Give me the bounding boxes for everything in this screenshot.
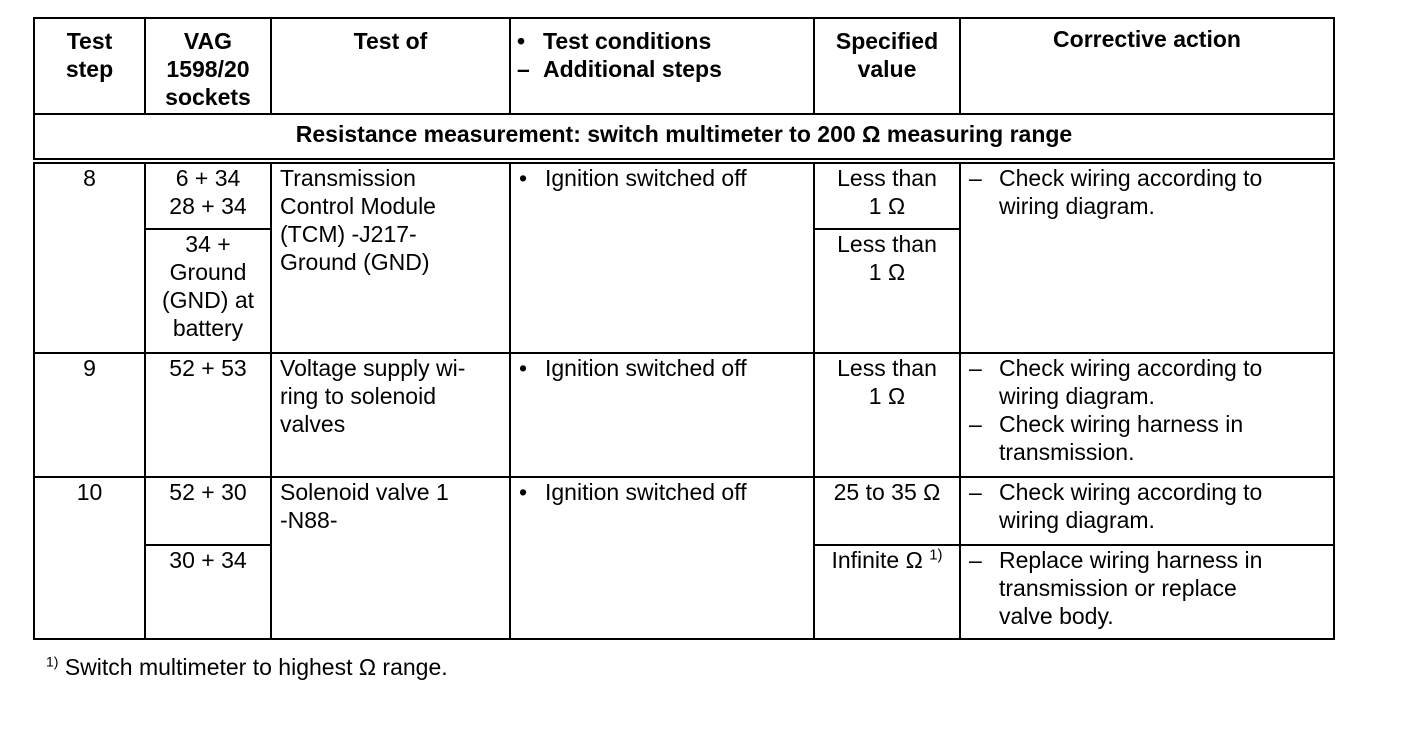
header-conditions <box>510 18 814 114</box>
header-conditions-text2: Additional steps <box>543 56 722 82</box>
test-of-line: (TCM) -J217- <box>280 221 417 247</box>
step-number: 8 <box>34 161 145 353</box>
action-item <box>969 354 1325 410</box>
test-of-line: Control Module <box>280 193 436 219</box>
sockets-line: 28 + 34 <box>169 193 247 219</box>
bullet-marker: • <box>519 355 528 381</box>
dash-marker: – <box>969 547 982 573</box>
value-text: Infinite Ω <box>831 547 923 573</box>
sockets-cell <box>145 229 271 353</box>
condition-cell <box>510 477 814 639</box>
bullet-marker: • <box>519 165 528 191</box>
specified-value-cell <box>814 353 960 477</box>
action-item <box>969 478 1325 534</box>
header-specified-value <box>814 18 960 114</box>
table-row-step-10 <box>34 477 1334 545</box>
test-of-line: ring to solenoid <box>280 383 436 409</box>
test-of-line: Transmission <box>280 165 416 191</box>
header-sockets-line2: 1598/20 <box>166 56 250 82</box>
header-corrective-action <box>960 18 1334 114</box>
action-item <box>969 546 1325 630</box>
header-specified-line2: value <box>857 56 917 82</box>
dash-marker: – <box>969 411 982 437</box>
specified-value-cell <box>814 545 960 639</box>
dash-marker: – <box>969 479 982 505</box>
condition-text: Ignition switched off <box>545 165 747 191</box>
footnote-marker: 1) <box>46 653 59 670</box>
value-line: Less than <box>837 231 937 257</box>
sockets-line: 6 + 34 <box>175 165 241 191</box>
header-conditions-line2 <box>517 55 805 83</box>
action-line: Check wiring harness in <box>999 411 1244 437</box>
test-of-line: -N88- <box>280 507 338 533</box>
header-corrective-label: Corrective action <box>1053 26 1241 52</box>
action-text <box>999 478 1262 534</box>
bullet-marker: • <box>519 479 528 505</box>
header-conditions-text1: Test conditions <box>543 28 712 54</box>
condition-text: Ignition switched off <box>545 355 747 381</box>
header-row <box>34 18 1334 114</box>
test-of-cell <box>271 353 510 477</box>
sockets-line: 34 + <box>185 231 231 257</box>
header-test-of-label: Test of <box>353 28 428 54</box>
section-title: Resistance measurement: switch multimeter to 200 Ω measuring range <box>34 114 1334 161</box>
table-row-step-8 <box>34 161 1334 229</box>
header-sockets-line1: VAG <box>183 28 233 54</box>
action-line: Check wiring according to <box>999 165 1263 191</box>
corrective-action-cell <box>960 353 1334 477</box>
corrective-action-cell <box>960 477 1334 545</box>
action-line: Check wiring according to <box>999 355 1263 381</box>
condition-item <box>519 164 805 192</box>
section-row <box>34 114 1334 161</box>
test-of-line: valves <box>280 411 346 437</box>
value-line: 1 Ω <box>868 259 906 285</box>
table-row-step-9 <box>34 353 1334 477</box>
specified-value-cell <box>814 161 960 229</box>
sockets-cell: 52 + 53 <box>145 353 271 477</box>
test-of-line: Voltage supply wi- <box>280 355 466 381</box>
sockets-cell: 52 + 30 <box>145 477 271 545</box>
corrective-action-cell <box>960 545 1334 639</box>
step-number: 9 <box>34 353 145 477</box>
header-test-of <box>271 18 510 114</box>
condition-cell <box>510 161 814 353</box>
action-item <box>969 164 1325 220</box>
sockets-line: battery <box>172 315 244 341</box>
action-line: wiring diagram. <box>999 507 1155 533</box>
dash-marker: – <box>969 355 982 381</box>
header-test-step-label: Test step <box>65 28 114 82</box>
test-of-cell <box>271 161 510 353</box>
bullet-marker: • <box>517 28 526 54</box>
test-table <box>33 17 1335 640</box>
sockets-cell <box>145 161 271 229</box>
dash-marker: – <box>517 56 530 82</box>
action-line: wiring diagram. <box>999 383 1155 409</box>
value-line: Less than <box>837 355 937 381</box>
test-of-cell <box>271 477 510 639</box>
header-conditions-line1 <box>517 27 805 55</box>
specified-value-cell <box>814 229 960 353</box>
action-text <box>999 164 1262 220</box>
dash-marker: – <box>969 165 982 191</box>
test-of-line: Solenoid valve 1 <box>280 479 449 505</box>
condition-item <box>519 354 805 382</box>
action-line: valve body. <box>999 603 1114 629</box>
value-line: Less than <box>837 165 937 191</box>
sockets-cell: 30 + 34 <box>145 545 271 639</box>
action-line: transmission or replace <box>999 575 1237 601</box>
condition-cell <box>510 353 814 477</box>
step-number: 10 <box>34 477 145 639</box>
header-specified-line1: Specified <box>835 28 939 54</box>
sockets-line: Ground <box>169 259 247 285</box>
condition-item <box>519 478 805 506</box>
action-text <box>999 410 1243 466</box>
action-text <box>999 354 1262 410</box>
condition-text: Ignition switched off <box>545 479 747 505</box>
action-text <box>999 546 1262 630</box>
value-line: 1 Ω <box>868 383 906 409</box>
action-line: Replace wiring harness in <box>999 547 1263 573</box>
header-test-step <box>34 18 145 114</box>
footnote-ref: 1) <box>929 546 943 564</box>
sockets-line: (GND) at <box>162 287 254 313</box>
footnote-text: Switch multimeter to highest Ω range. <box>64 654 448 680</box>
corrective-action-cell <box>960 161 1334 353</box>
specified-value-cell: 25 to 35 Ω <box>814 477 960 545</box>
header-sockets <box>145 18 271 114</box>
action-line: Check wiring according to <box>999 479 1263 505</box>
action-line: wiring diagram. <box>999 193 1155 219</box>
action-item <box>969 410 1325 466</box>
test-of-line: Ground (GND) <box>280 249 430 275</box>
footnote <box>46 652 448 682</box>
action-line: transmission. <box>999 439 1135 465</box>
header-sockets-line3: sockets <box>165 84 251 110</box>
value-line: 1 Ω <box>868 193 906 219</box>
